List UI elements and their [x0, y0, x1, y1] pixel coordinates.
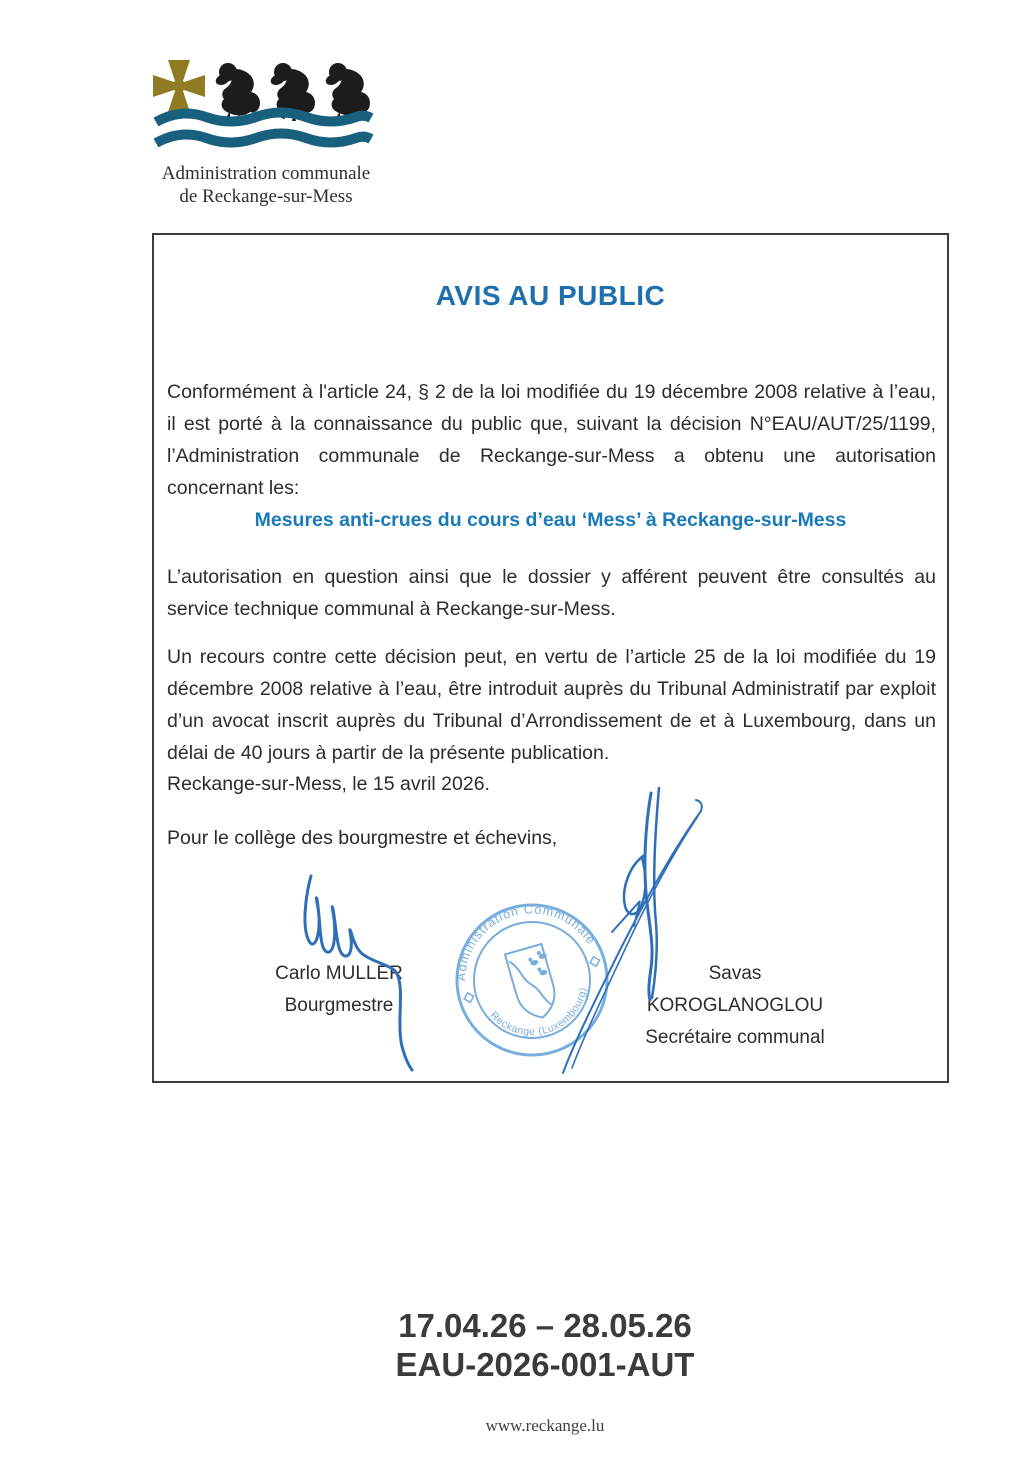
- signatory-title: Bourgmestre: [284, 995, 394, 1016]
- notice-place-date: Reckange-sur-Mess, le 15 avril 2026.: [167, 773, 490, 795]
- publication-dates: [54, 1306, 1036, 1384]
- waves-icon: [156, 113, 371, 144]
- footer-website: www.reckange.lu: [485, 1416, 605, 1435]
- notice-subject: Mesures anti-crues du cours d’eau ‘Mess’ à Reckange-sur-Mess: [254, 509, 847, 531]
- stamp-diamond-icon: [590, 957, 600, 967]
- stamp-bottom-text: Reckange (Luxembourg): [487, 986, 590, 1039]
- signature-intro: Pour le collège des bourgmestre et échevins,: [167, 827, 558, 849]
- duck-icon: [216, 63, 260, 121]
- signatory-title: Secrétaire communal: [645, 1027, 825, 1048]
- stamp-shield-icon: [505, 943, 563, 1022]
- cross-pattee-icon: [153, 60, 205, 112]
- notice-paragraph-3: Un recours contre cette décision peut, en vertu de l’article 25 de la loi modifiée du 19 décembre 2008 relative à l’eau, être introduit auprès du Tribunal Administratif par exploit d’un avocat inscrit auprès du Tribunal d’Arrondissement de et à Luxembourg, dans un délai de 40 jours à partir de la présente publication.: [167, 646, 936, 764]
- commune-coat-of-arms: [150, 56, 378, 152]
- stamp-diamond-icon: [464, 993, 474, 1003]
- logo-org-name: [150, 162, 382, 208]
- commune-logo: [150, 56, 382, 208]
- notice-paragraph-1: Conformément à l'article 24, § 2 de la loi modifiée du 19 décembre 2008 relative à l’eau, il est porté à la connaissance du public que, suivant la décision N°EAU/AUT/25/1199, l’Administration communale de Reckange-sur-Mess a obtenu une autorisation concernant les:: [167, 381, 936, 499]
- publication-reference: EAU-2026-001-AUT: [395, 1346, 695, 1383]
- signatory-bourgmestre: [229, 958, 449, 1022]
- notice-paragraph-2: L’autorisation en question ainsi que le dossier y afférent peuvent être consultés au service technique communal à Reckange-sur-Mess.: [167, 566, 936, 620]
- logo-org-line2: de Reckange-sur-Mess: [179, 186, 353, 207]
- stamp-top-text: Administration Communale: [453, 902, 599, 982]
- signatory-name: Carlo MULLER: [275, 963, 403, 984]
- signatory-secretaire: [620, 958, 850, 1054]
- signatory-name: Savas KOROGLANOGLOU: [646, 963, 824, 1016]
- publication-date-range: 17.04.26 – 28.05.26: [398, 1307, 692, 1344]
- logo-org-line1: Administration communale: [161, 163, 371, 184]
- notice-title: AVIS AU PUBLIC: [435, 280, 666, 311]
- official-stamp: [452, 900, 612, 1060]
